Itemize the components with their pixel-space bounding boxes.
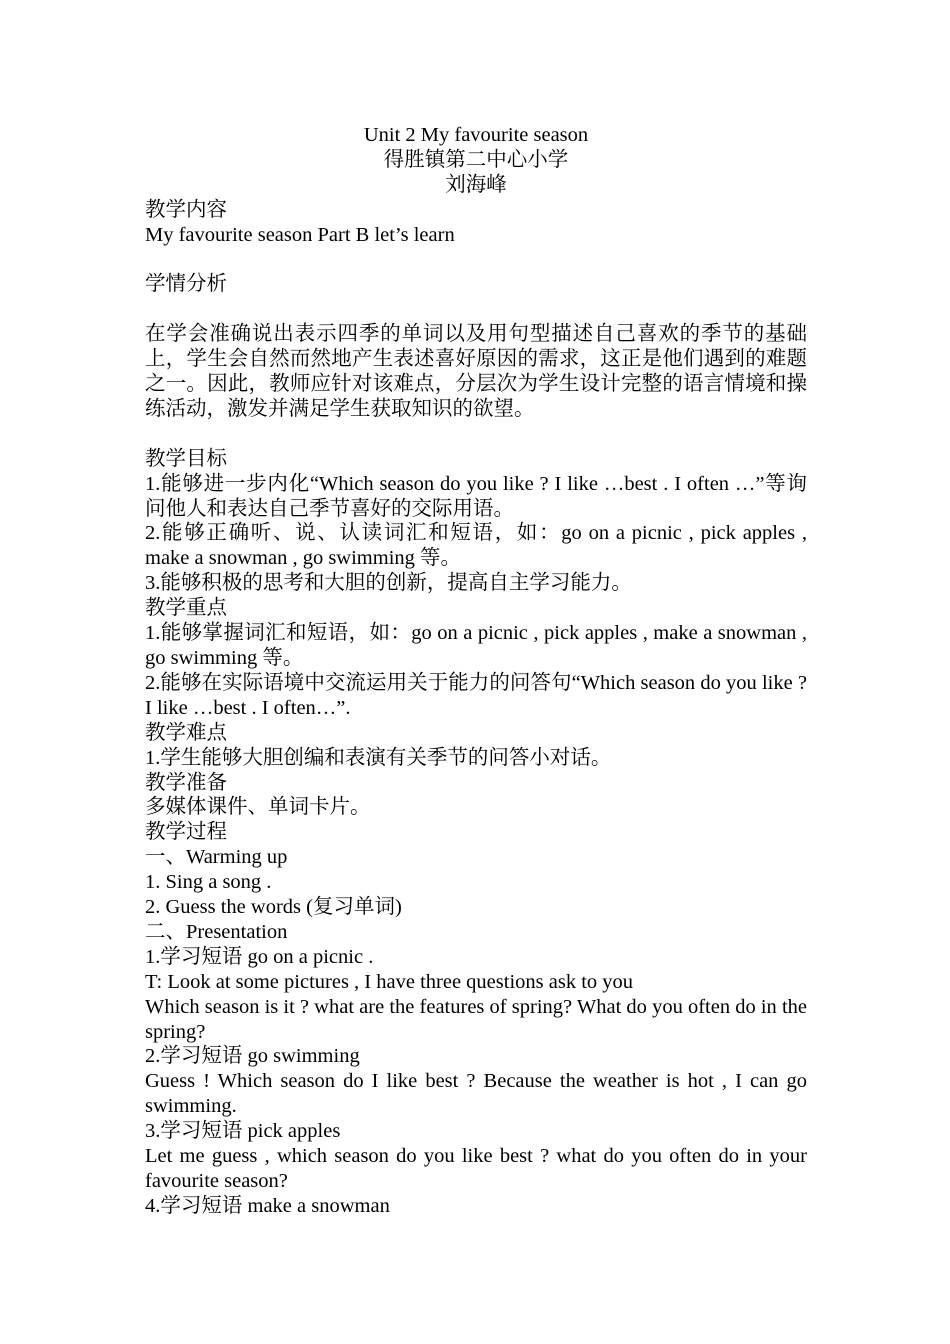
analysis-text: 在学会准确说出表示四季的单词以及用句型描述自己喜欢的季节的基础上，学生会自然而然地产生表述喜好原因的需求，这正是他们遇到的难题之一。因此，教师应针对该难点，分层次为学生设计完整的语言情境和操练活动，激发并满足学生获取知识的欲望。 xyxy=(145,323,807,420)
step-line: Guess ! Which season do I like best ? Because the weather is hot , I can go swimming. xyxy=(145,1070,807,1118)
section-heading-content: 教学内容 xyxy=(145,198,227,221)
goal-item: 1.能够进一步内化“Which season do you like ? I like …best . I often …”等询问他人和表达自己季节喜好的交际用语。 xyxy=(145,472,807,520)
presentation-heading: 二、Presentation xyxy=(145,920,288,943)
warmup-heading: 一、Warming up xyxy=(145,846,288,869)
section-heading-process: 教学过程 xyxy=(145,821,227,844)
document-page xyxy=(145,123,807,1219)
preparation-text: 多媒体课件、单词卡片。 xyxy=(145,796,371,819)
warmup-item: 1. Sing a song . xyxy=(145,871,272,894)
step-line: T: Look at some pictures , I have three questions ask to you xyxy=(145,970,634,993)
key-point-item: 1.能够掌握词汇和短语，如：go on a picnic , pick apples , make a snowman , go swimming 等。 xyxy=(145,622,807,669)
section-heading-preparation: 教学准备 xyxy=(145,771,227,794)
section-heading-goals: 教学目标 xyxy=(145,447,227,470)
warmup-item: 2. Guess the words (复习单词) xyxy=(145,896,402,919)
step-line: Which season is it ? what are the features of spring? What do you often do in the spring? xyxy=(145,995,807,1043)
difficulty-item: 1.学生能够大胆创编和表演有关季节的问答小对话。 xyxy=(145,746,612,769)
step-title: 4.学习短语 make a snowman xyxy=(145,1194,390,1217)
step-title: 3.学习短语 pick apples xyxy=(145,1120,341,1143)
spacer xyxy=(145,422,807,447)
spacer xyxy=(145,248,807,273)
step-line: Let me guess , which season do you like best ? what do you often do in your favourite season? xyxy=(145,1145,807,1193)
document-title: Unit 2 My favourite season xyxy=(363,124,589,146)
section-heading-difficulties: 教学难点 xyxy=(145,721,227,744)
content-text: My favourite season Part B let’s learn xyxy=(145,223,455,246)
goal-item: 2.能够正确听、说、认读词汇和短语，如：go on a picnic , pick apples , make a snowman , go swimming 等。 xyxy=(145,522,807,570)
section-heading-key-points: 教学重点 xyxy=(145,597,227,620)
goal-item: 3.能够积极的思考和大胆的创新，提高自主学习能力。 xyxy=(145,572,632,595)
key-point-item: 2.能够在实际语境中交流运用关于能力的问答句“Which season do you like ? I like …best . I often…”. xyxy=(145,671,807,719)
spacer xyxy=(145,297,807,322)
step-title: 2.学习短语 go swimming xyxy=(145,1045,360,1068)
step-title: 1.学习短语 go on a picnic . xyxy=(145,945,374,968)
section-heading-analysis: 学情分析 xyxy=(145,273,227,296)
author-name: 刘海峰 xyxy=(445,173,507,196)
school-name: 得胜镇第二中心小学 xyxy=(383,148,569,171)
